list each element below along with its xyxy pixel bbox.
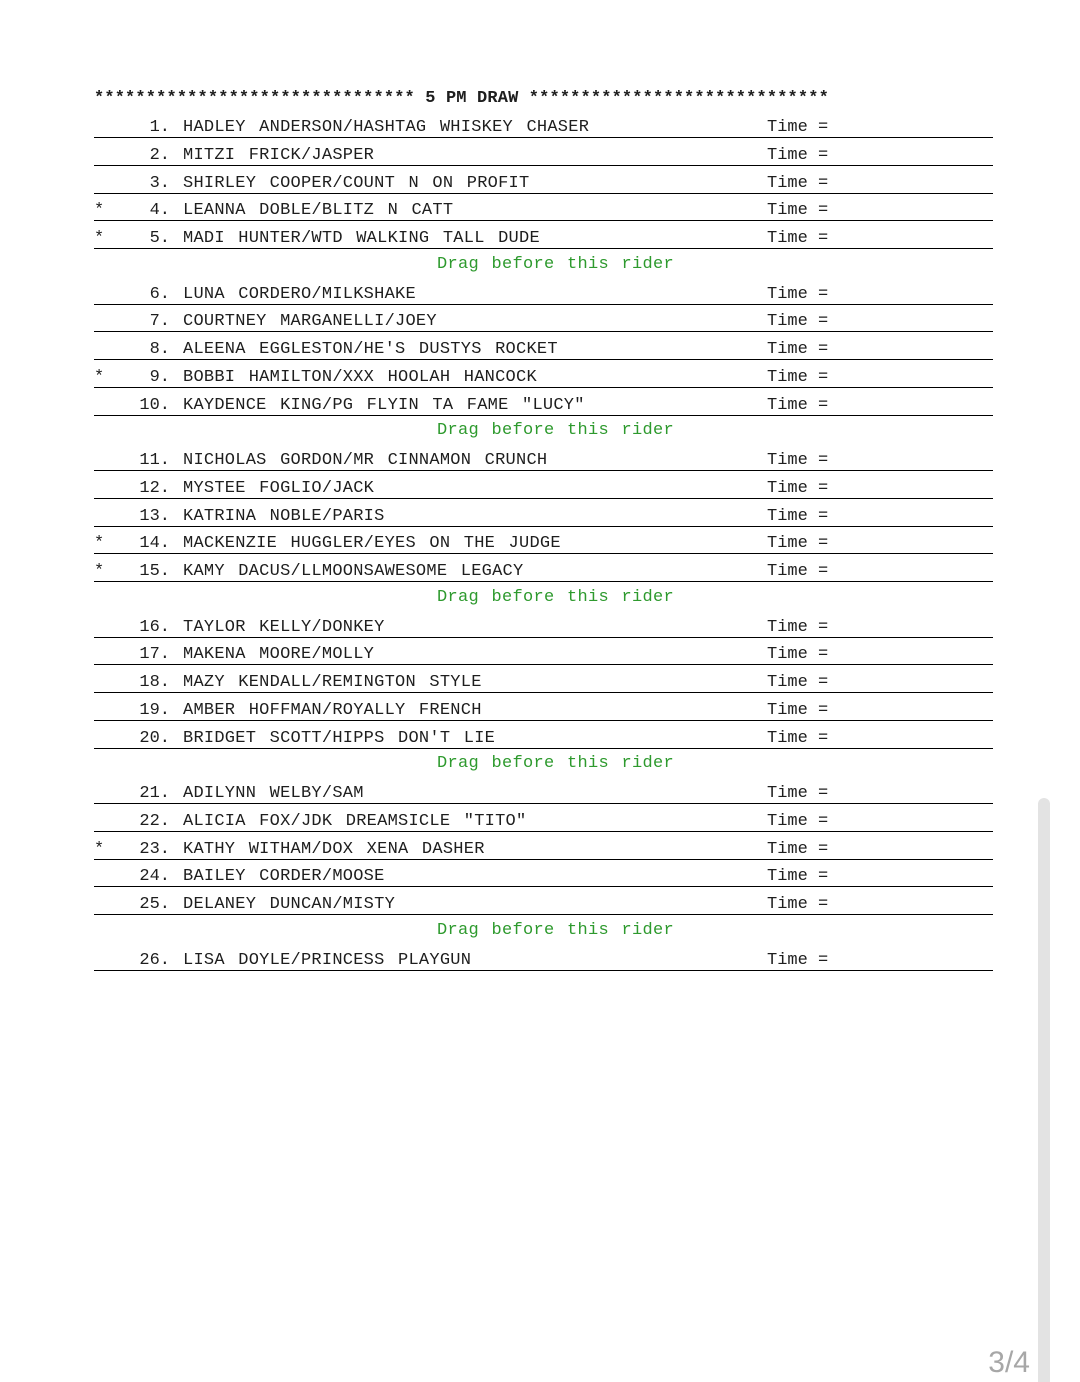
rider-horse-name: KAMY DACUS/LLMOONSAWESOME LEGACY — [183, 562, 524, 581]
rider-number: 9. — [149, 367, 170, 387]
rider-horse-name: LUNA CORDERO/MILKSHAKE — [183, 284, 416, 304]
rider-row — [94, 867, 993, 887]
rider-number: 3. — [149, 173, 170, 193]
drag-notice: Drag before this rider — [437, 754, 675, 774]
rider-row — [94, 174, 993, 194]
rider-row — [94, 784, 993, 804]
rider-row — [94, 673, 993, 693]
rider-row — [94, 701, 993, 721]
rider-row — [94, 146, 993, 166]
rider-horse-name: ALEENA EGGLESTON/HE'S DUSTYS ROCKET — [183, 340, 558, 359]
rider-number: 1. — [149, 118, 170, 137]
drag-notice: Drag before this rider — [437, 920, 675, 940]
rider-row — [94, 729, 993, 749]
star-marker: * — [94, 229, 105, 248]
rider-horse-name: BRIDGET SCOTT/HIPPS DON'T LIE — [183, 728, 496, 748]
rider-row — [94, 285, 993, 305]
rider-number: 4. — [149, 201, 170, 221]
time-label: Time = — [767, 784, 829, 803]
page-indicator: 3/4 — [988, 1346, 1030, 1379]
star-marker: * — [94, 562, 105, 581]
rider-horse-name: LISA DOYLE/PRINCESS PLAYGUN — [183, 950, 472, 970]
time-label: Time = — [767, 562, 829, 581]
rider-number: 26. — [139, 950, 170, 970]
time-label: Time = — [767, 118, 829, 137]
rider-horse-name: MITZI FRICK/JASPER — [183, 145, 375, 165]
rider-horse-name: KATHY WITHAM/DOX XENA DASHER — [183, 839, 485, 859]
rider-row — [94, 618, 993, 638]
rider-row — [94, 312, 993, 332]
rider-horse-name: LEANNA DOBLE/BLITZ N CATT — [183, 201, 454, 221]
time-label: Time = — [767, 145, 829, 165]
time-label: Time = — [767, 367, 829, 387]
time-label: Time = — [767, 728, 829, 748]
rider-row — [94, 340, 993, 360]
rider-horse-name: MAZY KENDALL/REMINGTON STYLE — [183, 673, 482, 692]
time-label: Time = — [767, 617, 829, 637]
drag-notice: Drag before this rider — [437, 421, 675, 441]
rider-number: 13. — [139, 506, 170, 526]
rider-number: 17. — [139, 645, 170, 665]
rider-number: 7. — [149, 312, 170, 332]
rider-row — [94, 840, 993, 860]
time-label: Time = — [767, 451, 829, 470]
rider-horse-name: KAYDENCE KING/PG FLYIN TA FAME "LUCY" — [183, 395, 585, 415]
drag-notice: Drag before this rider — [437, 587, 675, 607]
time-label: Time = — [767, 700, 829, 720]
rider-number: 25. — [139, 895, 170, 914]
time-label: Time = — [767, 201, 829, 221]
rider-row — [94, 951, 993, 971]
rider-number: 8. — [149, 340, 170, 359]
rider-row — [94, 368, 993, 388]
rider-row — [94, 507, 993, 527]
rider-number: 18. — [139, 673, 170, 692]
rider-horse-name: SHIRLEY COOPER/COUNT N ON PROFIT — [183, 173, 530, 193]
rider-number: 21. — [139, 784, 170, 803]
rider-horse-name: COURTNEY MARGANELLI/JOEY — [183, 312, 437, 332]
rider-number: 11. — [139, 451, 170, 470]
time-label: Time = — [767, 811, 829, 831]
rider-row — [94, 534, 993, 554]
rider-number: 22. — [139, 811, 170, 831]
rider-row — [94, 396, 993, 416]
time-label: Time = — [767, 895, 829, 914]
rider-number: 15. — [139, 562, 170, 581]
rider-number: 2. — [149, 145, 170, 165]
draw-header: ******************************* 5 PM DRAW ***************************** — [94, 89, 829, 108]
time-label: Time = — [767, 395, 829, 415]
rider-number: 16. — [139, 617, 170, 637]
rider-horse-name: AMBER HOFFMAN/ROYALLY FRENCH — [183, 700, 482, 720]
rider-horse-name: KATRINA NOBLE/PARIS — [183, 506, 385, 526]
rider-number: 19. — [139, 700, 170, 720]
time-label: Time = — [767, 534, 829, 554]
star-marker: * — [94, 839, 105, 859]
rider-horse-name: HADLEY ANDERSON/HASHTAG WHISKEY CHASER — [183, 118, 590, 137]
time-label: Time = — [767, 673, 829, 692]
rider-horse-name: BAILEY CORDER/MOOSE — [183, 867, 385, 887]
rider-horse-name: MADI HUNTER/WTD WALKING TALL DUDE — [183, 229, 540, 248]
rider-horse-name: DELANEY DUNCAN/MISTY — [183, 895, 396, 914]
time-label: Time = — [767, 478, 829, 498]
time-label: Time = — [767, 839, 829, 859]
rider-row — [94, 201, 993, 221]
time-label: Time = — [767, 173, 829, 193]
rider-horse-name: NICHOLAS GORDON/MR CINNAMON CRUNCH — [183, 451, 548, 470]
rider-number: 6. — [149, 284, 170, 304]
rider-row — [94, 645, 993, 665]
time-label: Time = — [767, 312, 829, 332]
time-label: Time = — [767, 506, 829, 526]
time-label: Time = — [767, 950, 829, 970]
rider-horse-name: BOBBI HAMILTON/XXX HOOLAH HANCOCK — [183, 367, 537, 387]
rider-horse-name: MACKENZIE HUGGLER/EYES ON THE JUDGE — [183, 534, 561, 554]
star-marker: * — [94, 367, 105, 387]
rider-horse-name: MAKENA MOORE/MOLLY — [183, 645, 375, 665]
rider-number: 24. — [139, 867, 170, 887]
drag-notice: Drag before this rider — [437, 254, 675, 274]
scrollbar[interactable] — [1038, 798, 1050, 1382]
rider-row — [94, 562, 993, 582]
rider-number: 20. — [139, 728, 170, 748]
star-marker: * — [94, 201, 105, 221]
rider-row — [94, 479, 993, 499]
time-label: Time = — [767, 867, 829, 887]
rider-row — [94, 812, 993, 832]
time-label: Time = — [767, 340, 829, 359]
time-label: Time = — [767, 645, 829, 665]
rider-horse-name: ADILYNN WELBY/SAM — [183, 784, 364, 803]
rider-row — [94, 118, 993, 138]
time-label: Time = — [767, 284, 829, 304]
rider-number: 14. — [139, 534, 170, 554]
rider-row — [94, 229, 993, 249]
time-label: Time = — [767, 229, 829, 248]
rider-horse-name: TAYLOR KELLY/DONKEY — [183, 617, 385, 637]
rider-number: 12. — [139, 478, 170, 498]
rider-row — [94, 895, 993, 915]
rider-row — [94, 451, 993, 471]
rider-number: 23. — [139, 839, 170, 859]
rider-horse-name: MYSTEE FOGLIO/JACK — [183, 478, 375, 498]
star-marker: * — [94, 534, 105, 554]
rider-number: 10. — [139, 395, 170, 415]
rider-horse-name: ALICIA FOX/JDK DREAMSICLE "TITO" — [183, 811, 527, 831]
rider-number: 5. — [149, 229, 170, 248]
